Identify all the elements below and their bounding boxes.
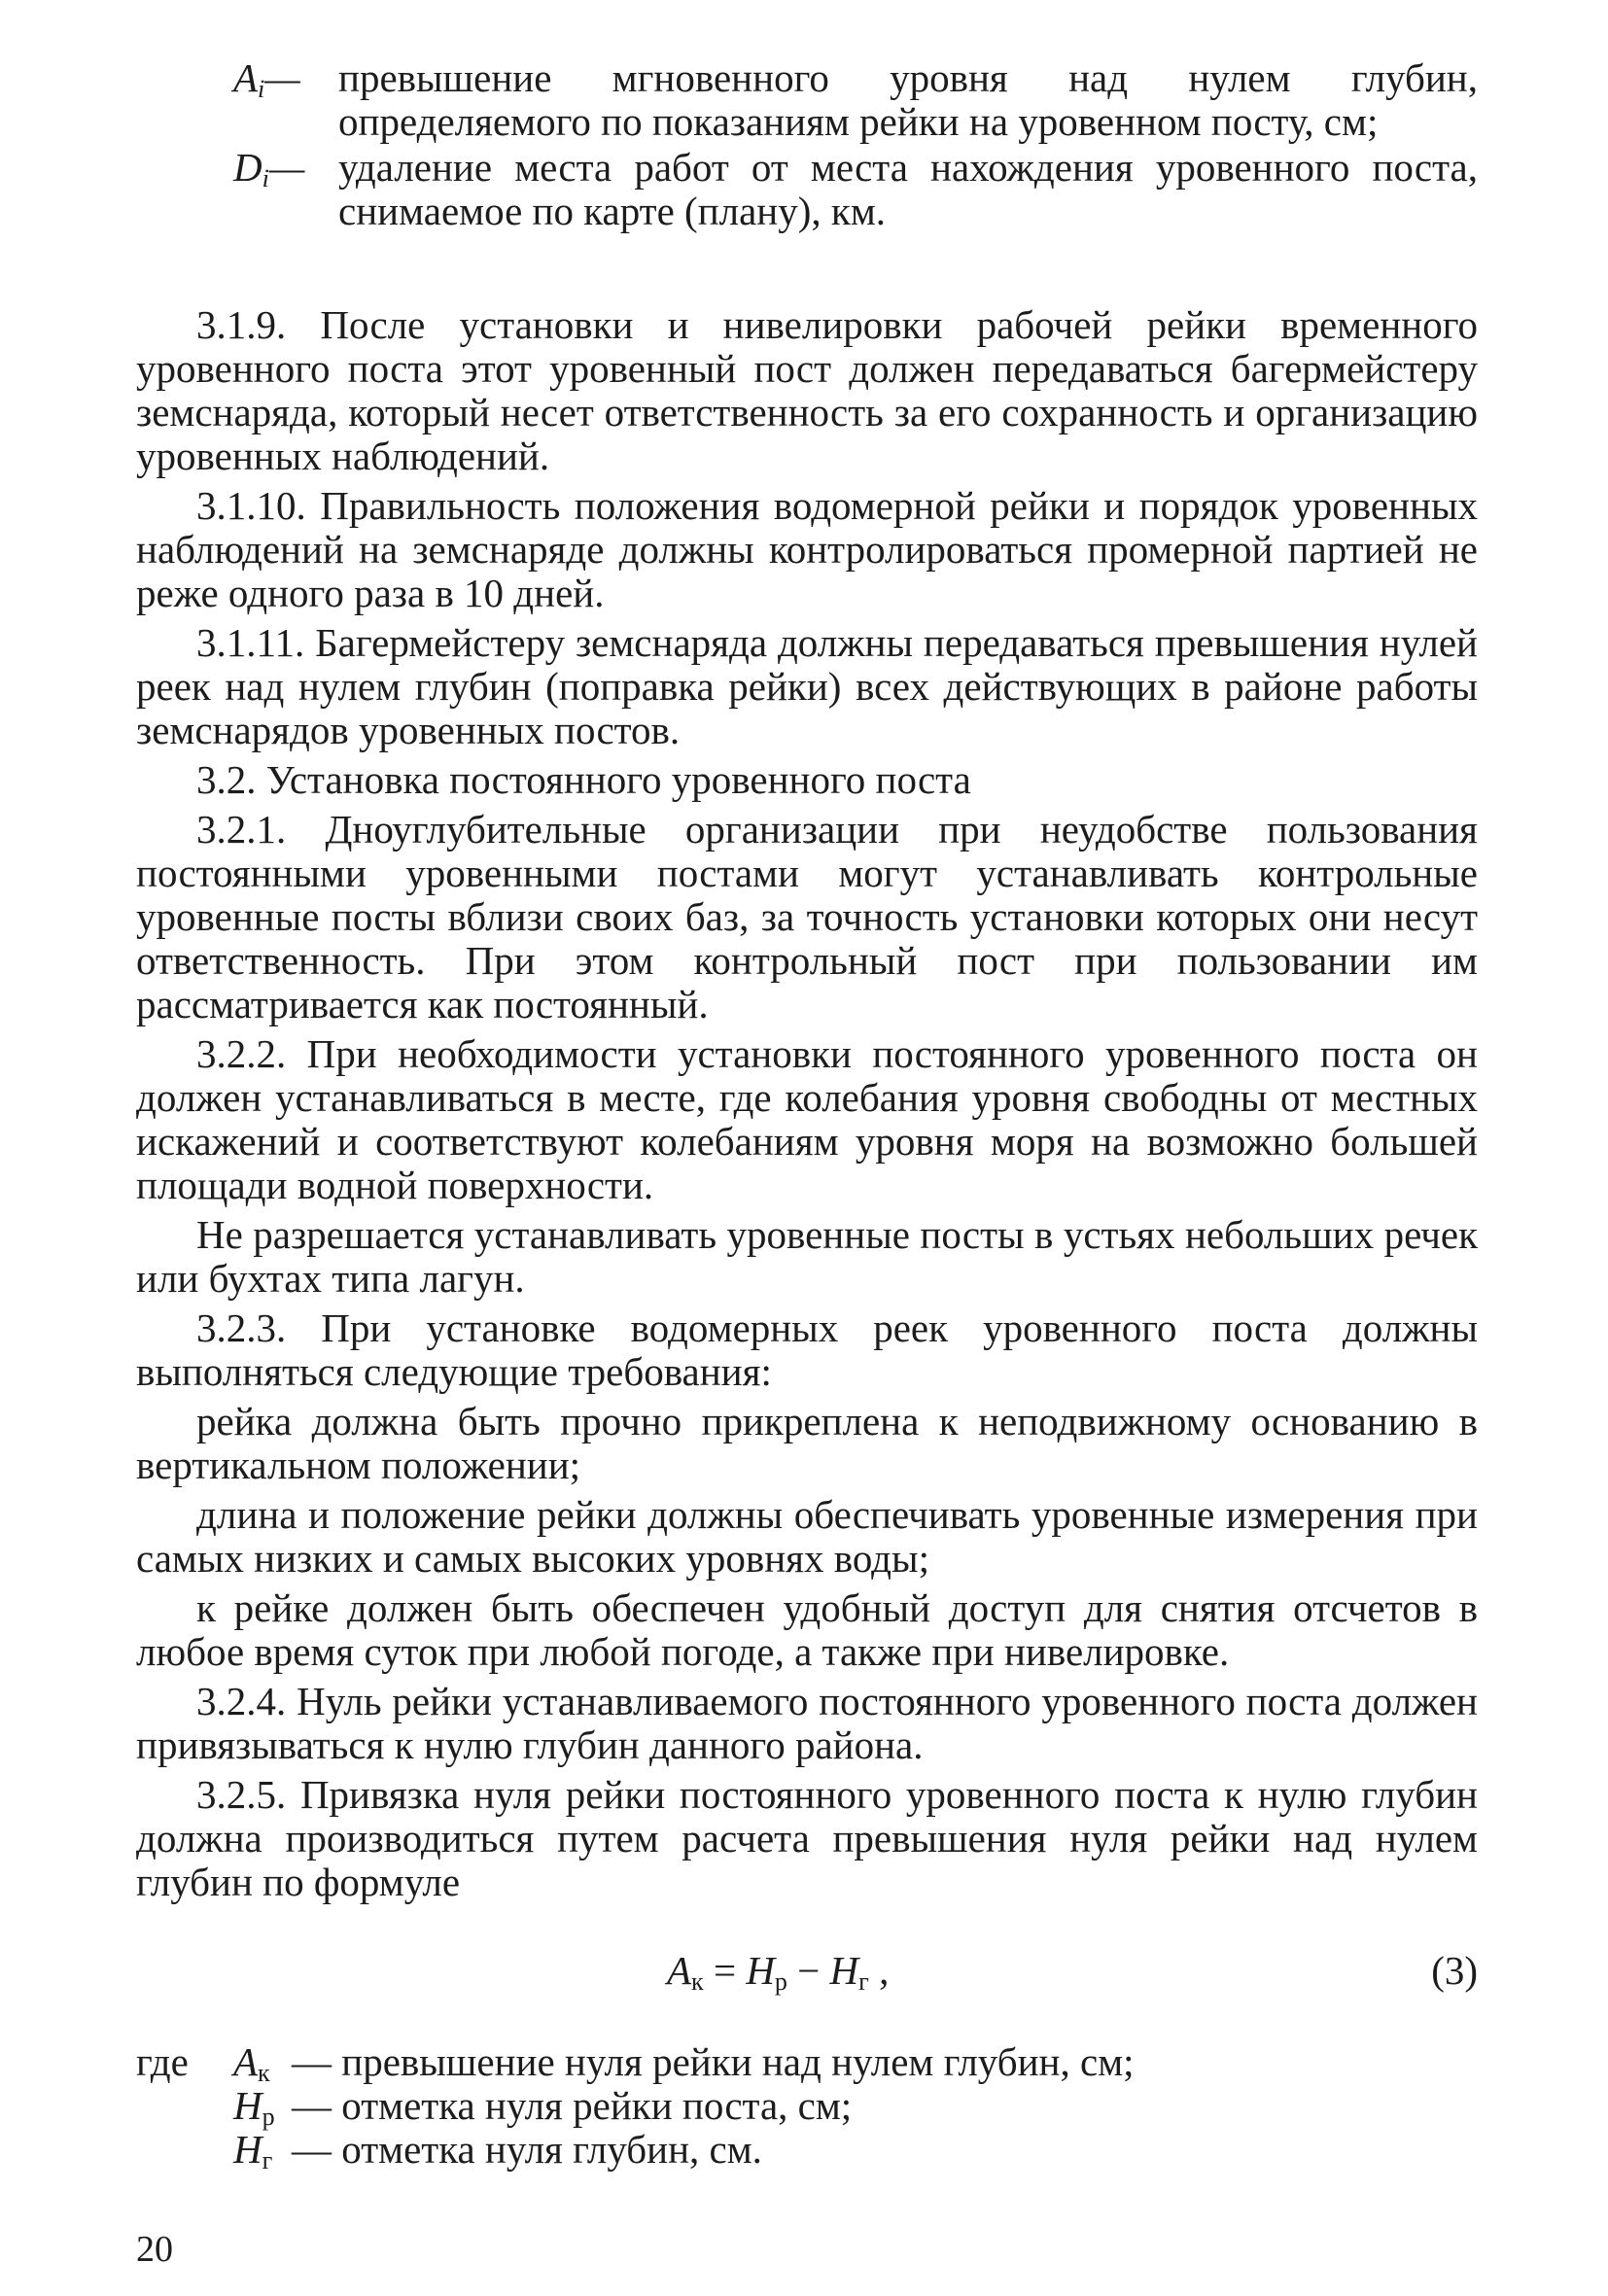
legend-symbol: $A_к$ <box>233 2039 270 2087</box>
legend-symbol: $H_г$ <box>233 2127 273 2174</box>
formula-legend <box>136 2040 1478 2172</box>
paragraph-3-2-1: 3.2.1. Дноуглубительные организации при неудобстве пользования постоянными уровенными постами могут устанавливать контрольные уровенные посты вблизи своих баз, за точность установки которых они несут ответственность. При этом контрольный пост при пользовании им рассматривается как постоянный. <box>136 807 1478 1026</box>
definition-item <box>233 56 1478 144</box>
definition-item <box>233 146 1478 233</box>
paragraph-3-2-5: 3.2.5. Привязка нуля рейки постоянного уровенного поста к нулю глубин должна производиться путем расчета превышения нуля рейки над нулем глубин по формуле <box>136 1772 1478 1904</box>
legend-row <box>136 2039 1478 2087</box>
legend-symbol: $H_р$ <box>233 2083 275 2131</box>
definition-symbol: $D_i—$ <box>233 145 305 192</box>
paragraph-3-2-3: 3.2.3. При установке водомерных реек уровенного поста должны выполняться следующие требования: <box>136 1305 1478 1394</box>
definitions-list <box>233 56 1478 235</box>
legend-text: — отметка нуля рейки поста, см; <box>292 2083 853 2128</box>
definition-symbol: $A_i—$ <box>233 55 300 103</box>
formula-number: (3) <box>1431 1948 1478 1993</box>
definition-text: удаление места работ от места нахождения уровенного поста, снимаемое по карте (плану), км. <box>338 145 1478 233</box>
legend-row <box>136 2083 1478 2131</box>
requirement-item: рейка должна быть прочно прикреплена к неподвижному основанию в вертикальном положении; <box>136 1399 1478 1487</box>
legend-row <box>136 2128 1478 2172</box>
legend-text: — превышение нуля рейки над нулем глубин, см; <box>292 2039 1135 2084</box>
section-heading-3-2: 3.2. Установка постоянного уровенного поста <box>196 757 971 802</box>
paragraph-3-1-9: 3.1.9. После установки и нивелировки рабочей рейки временного уровенного поста этот уровенный пост должен передаваться багермейстеру земснаряда, который несет ответственность за его сохранность и организацию уровенных наблюдений. <box>136 302 1478 478</box>
paragraph-prohibition: Не разрешается устанавливать уровенные посты в устьях небольших речек или бухтах типа лагун. <box>136 1212 1478 1301</box>
paragraph-3-2-2: 3.2.2. При необходимости установки постоянного уровенного поста он должен устанавливаться в месте, где колебания уровня свободны от местных искажений и соответствуют колебаниям уровня моря на возможно большей площади водной поверхности. <box>136 1031 1478 1207</box>
paragraph-3-1-11: 3.1.11. Багермейстеру земснаряда должны передаваться превышения нулей реек над нулем глубин (поправка рейки) всех действующих в районе работы земснарядов уровенных постов. <box>136 620 1478 752</box>
paragraph-3-1-10: 3.1.10. Правильность положения водомерной рейки и порядок уровенных наблюдений на земснаряде должны контролироваться промерной партией не реже одного раза в 10 дней. <box>136 483 1478 615</box>
formula-expression: $A_к = H_р - H_г$ , <box>667 1948 890 1996</box>
legend-lead-word: где <box>136 2039 189 2084</box>
body-text <box>136 303 1478 2172</box>
requirement-item: длина и положение рейки должны обеспечивать уровенные измерения при самых низких и самых высоких уровнях воды; <box>136 1492 1478 1581</box>
requirement-item: к рейке должен быть обеспечен удобный доступ для снятия отсчетов в любое время суток при любой погоде, а также при нивелировке. <box>136 1585 1478 1674</box>
paragraph-3-2-4: 3.2.4. Нуль рейки устанавливаемого постоянного уровенного поста должен привязываться к нулю глубин данного района. <box>136 1679 1478 1767</box>
definition-text: превышение мгновенного уровня над нулем глубин, определяемого по показаниям рейки на уровенном посту, см; <box>338 55 1478 144</box>
formula-3 <box>136 1939 1478 1998</box>
legend-text: — отметка нуля глубин, см. <box>292 2127 762 2172</box>
page-number: 20 <box>136 2229 173 2270</box>
